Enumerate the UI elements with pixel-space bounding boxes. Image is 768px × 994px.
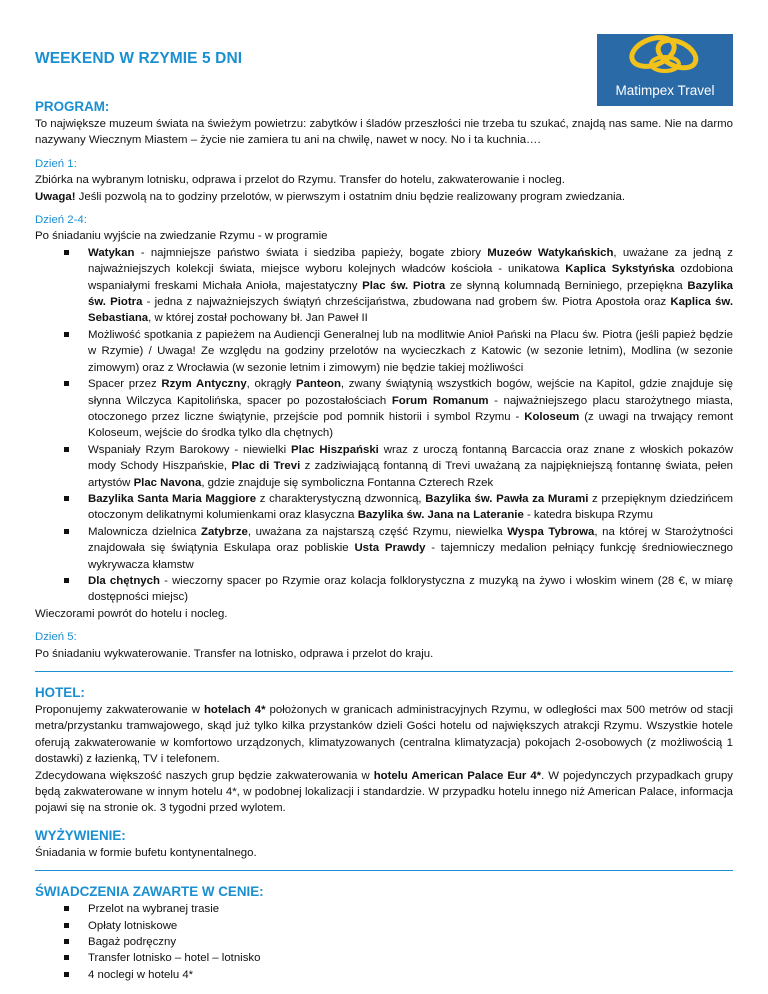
day24-heading: Dzień 2-4: <box>35 214 87 227</box>
section-divider <box>35 870 733 871</box>
day5-heading: Dzień 5: <box>35 631 77 644</box>
included-list-item: 4 noclegi w hotelu 4* <box>69 967 733 983</box>
bullet-square-icon <box>64 923 69 928</box>
included-heading: ŚWIADCZENIA ZAWARTE W CENIE: <box>35 884 264 900</box>
bullet-square-icon <box>64 972 69 977</box>
included-list-item: Przelot na wybranej trasie <box>69 901 733 917</box>
day1-note-label: Uwaga! <box>35 190 76 203</box>
day24-intro: Po śniadaniu wyjście na zwiedzanie Rzymu - w programie <box>35 230 328 243</box>
meals-heading: WYŻYWIENIE: <box>35 827 126 843</box>
day1-note <box>35 189 733 205</box>
logo-text: Matimpex Travel <box>615 82 715 98</box>
program-heading: PROGRAM: <box>35 99 110 114</box>
day1-note-text: Jeśli pozwolą na to godziny przelotów, w pierwszym i ostatnim dniu będzie realizowany program zwiedzania. <box>75 190 626 203</box>
program-list-item: Bazylika Santa Maria Maggiore z charakterystyczną dzwonnicą, Bazylika św. Pawła za Murami z przepięknym dziedzińcem otoczonym delikatnymi kolumienkami oraz klasyczna Bazylika św. Jana na Lateranie - katedra biskupa Rzymu <box>69 491 733 524</box>
hotel-paragraph-2: Zdecydowana większość naszych grup będzie zakwaterowania w hotelu American Palace Eur 4*. W pojedynczych przypadkach grupy będą zakwaterowane w innym hotelu 4*, w podobnej lokalizacji i standardzie. W przypadku hotelu innego niż American Palace, informacja pojawi się na stronie ok. 3 tygodni przed wylotem. <box>35 769 733 815</box>
bullet-square-icon <box>64 381 69 386</box>
program-list-item: Spacer przez Rzym Antyczny, okrągły Panteon, zwany świątynią wszystkich bogów, wejście na Kapitol, gdzie znajduje się słynna Wilczyca Kapitolińska, spacer po pozostałościach Forum Romanum - najważniejszego placu starożytnego miasta, otoczonego przez liczne świątynie, przejście pod pomnik historii i symbol Rzymu - Koloseum (z uwagi na trwający remont Koloseum, wejście do środka tylko dla chętnych) <box>69 376 733 442</box>
bullet-square-icon <box>64 939 69 944</box>
day24-outro: Wieczorami powrót do hotelu i nocleg. <box>35 607 228 620</box>
bullet-square-icon <box>64 578 69 583</box>
day1-text: Zbiórka na wybranym lotnisku, odprawa i przelot do Rzymu. Transfer do hotelu, zakwaterowanie i nocleg. <box>35 174 565 187</box>
included-list-item: Transfer lotnisko – hotel – lotnisko <box>69 950 733 966</box>
bullet-square-icon <box>64 332 69 337</box>
section-divider <box>35 671 733 672</box>
program-list-item: Wspaniały Rzym Barokowy - niewielki Plac Hiszpański wraz z uroczą fontanną Barcaccia oraz znane z włoskich pokazów mody Schody Hiszpańskie, Plac di Trevi z zadziwiającą fontanną di Trevi uważaną za najpiękniejszą fontannę świata, pełen artystów Plac Navona, gdzie znajduje się symboliczna Fontanna Czterech Rzek <box>69 442 733 491</box>
bullet-square-icon <box>64 447 69 452</box>
program-list-item: Watykan - najmniejsze państwo świata i siedziba papieży, bogate zbiory Muzeów Watykańskich, uważane za jedną z najważniejszych kolekcji świata, miejsce wyboru kolejnych władców kościoła - unikatowa Kaplica Sykstyńska ozdobiona wspaniałymi freskami Michała Anioła, majestatyczny Plac św. Piotra ze słynną kolumnadą Berniniego, przepiękna Bazylika św. Piotra - jedna z najważniejszych świątyń chrześcijaństwa, zbudowana nad grobem św. Piotra Apostoła oraz Kaplica św. Sebastiana, w której został pochowany bł. Jan Paweł II <box>69 245 733 327</box>
bullet-square-icon <box>64 906 69 911</box>
program-list-item: Malownicza dzielnica Zatybrze, uważana za najstarszą część Rzymu, niewielka Wyspa Tybrowa, na której w Starożytności znajdowała się świątynia Eskulapa oraz pobliskie Usta Prawdy - tajemniczy medalion pełniący funkcję średniowiecznego wykrywacza kłamstw <box>69 524 733 573</box>
program-list-item: Dla chętnych - wieczorny spacer po Rzymie oraz kolacja folklorystyczna z muzyką na żywo i włoskim winem (28 €, w miarę dostępności miejsc) <box>69 573 733 606</box>
program-list <box>35 245 733 606</box>
page-title: WEEKEND W RZYMIE 5 DNI <box>35 50 243 67</box>
meals-text: Śniadania w formie bufetu kontynentalnego. <box>35 846 257 859</box>
document-body <box>35 98 733 983</box>
day1-heading: Dzień 1: <box>35 157 77 170</box>
company-logo <box>597 34 733 106</box>
program-intro: To największe muzeum świata na świeżym powietrzu: zabytków i śladów przeszłości nie trzeba tu szukać, znajdą nas same. Nie na darmo nazywany Wiecznym Miastem – życie nie zamiera tu ani na chwilę, nawet w nocy. No i ta kuchnia…. <box>35 118 733 147</box>
bullet-square-icon <box>64 250 69 255</box>
included-list-item: Bagaż podręczny <box>69 934 733 950</box>
hotel-heading: HOTEL: <box>35 685 85 700</box>
program-list-item: Możliwość spotkania z papieżem na Audiencji Generalnej lub na modlitwie Anioł Pański na Placu św. Piotra (jeśli papież będzie w Rzymie) / Uwaga! Ze względu na godziny przelotów na wycieczkach z Katowic (w sezonie letnim), Modlina (w sezonie zimowym) oraz z Wrocławia (w sezonie letnim i zimowym) nie będzie takiej możliwości <box>69 327 733 376</box>
bullet-square-icon <box>64 955 69 960</box>
included-list <box>35 901 733 983</box>
day5-text: Po śniadaniu wykwaterowanie. Transfer na lotnisko, odprawa i przelot do kraju. <box>35 647 434 660</box>
included-list-item: Opłaty lotniskowe <box>69 918 733 934</box>
hotel-paragraph-1: Proponujemy zakwaterowanie w hotelach 4* położonych w granicach administracyjnych Rzymu, w odległości max 500 metrów od stacji metra/przystanku tramwajowego, skąd już tylko kilka przystanków dzieli Gości hotelu od największych atrakcji Rzymu. Wszystkie hotele oferują zakwaterowanie w komfortowo urządzonych, klimatyzowanych (centralna klimatyzacja) pokojach 2-osobowych (z możliwością 1 dostawki) z łazienką, TV i telefonem. <box>35 704 734 766</box>
bullet-square-icon <box>64 496 69 501</box>
bullet-square-icon <box>64 529 69 534</box>
